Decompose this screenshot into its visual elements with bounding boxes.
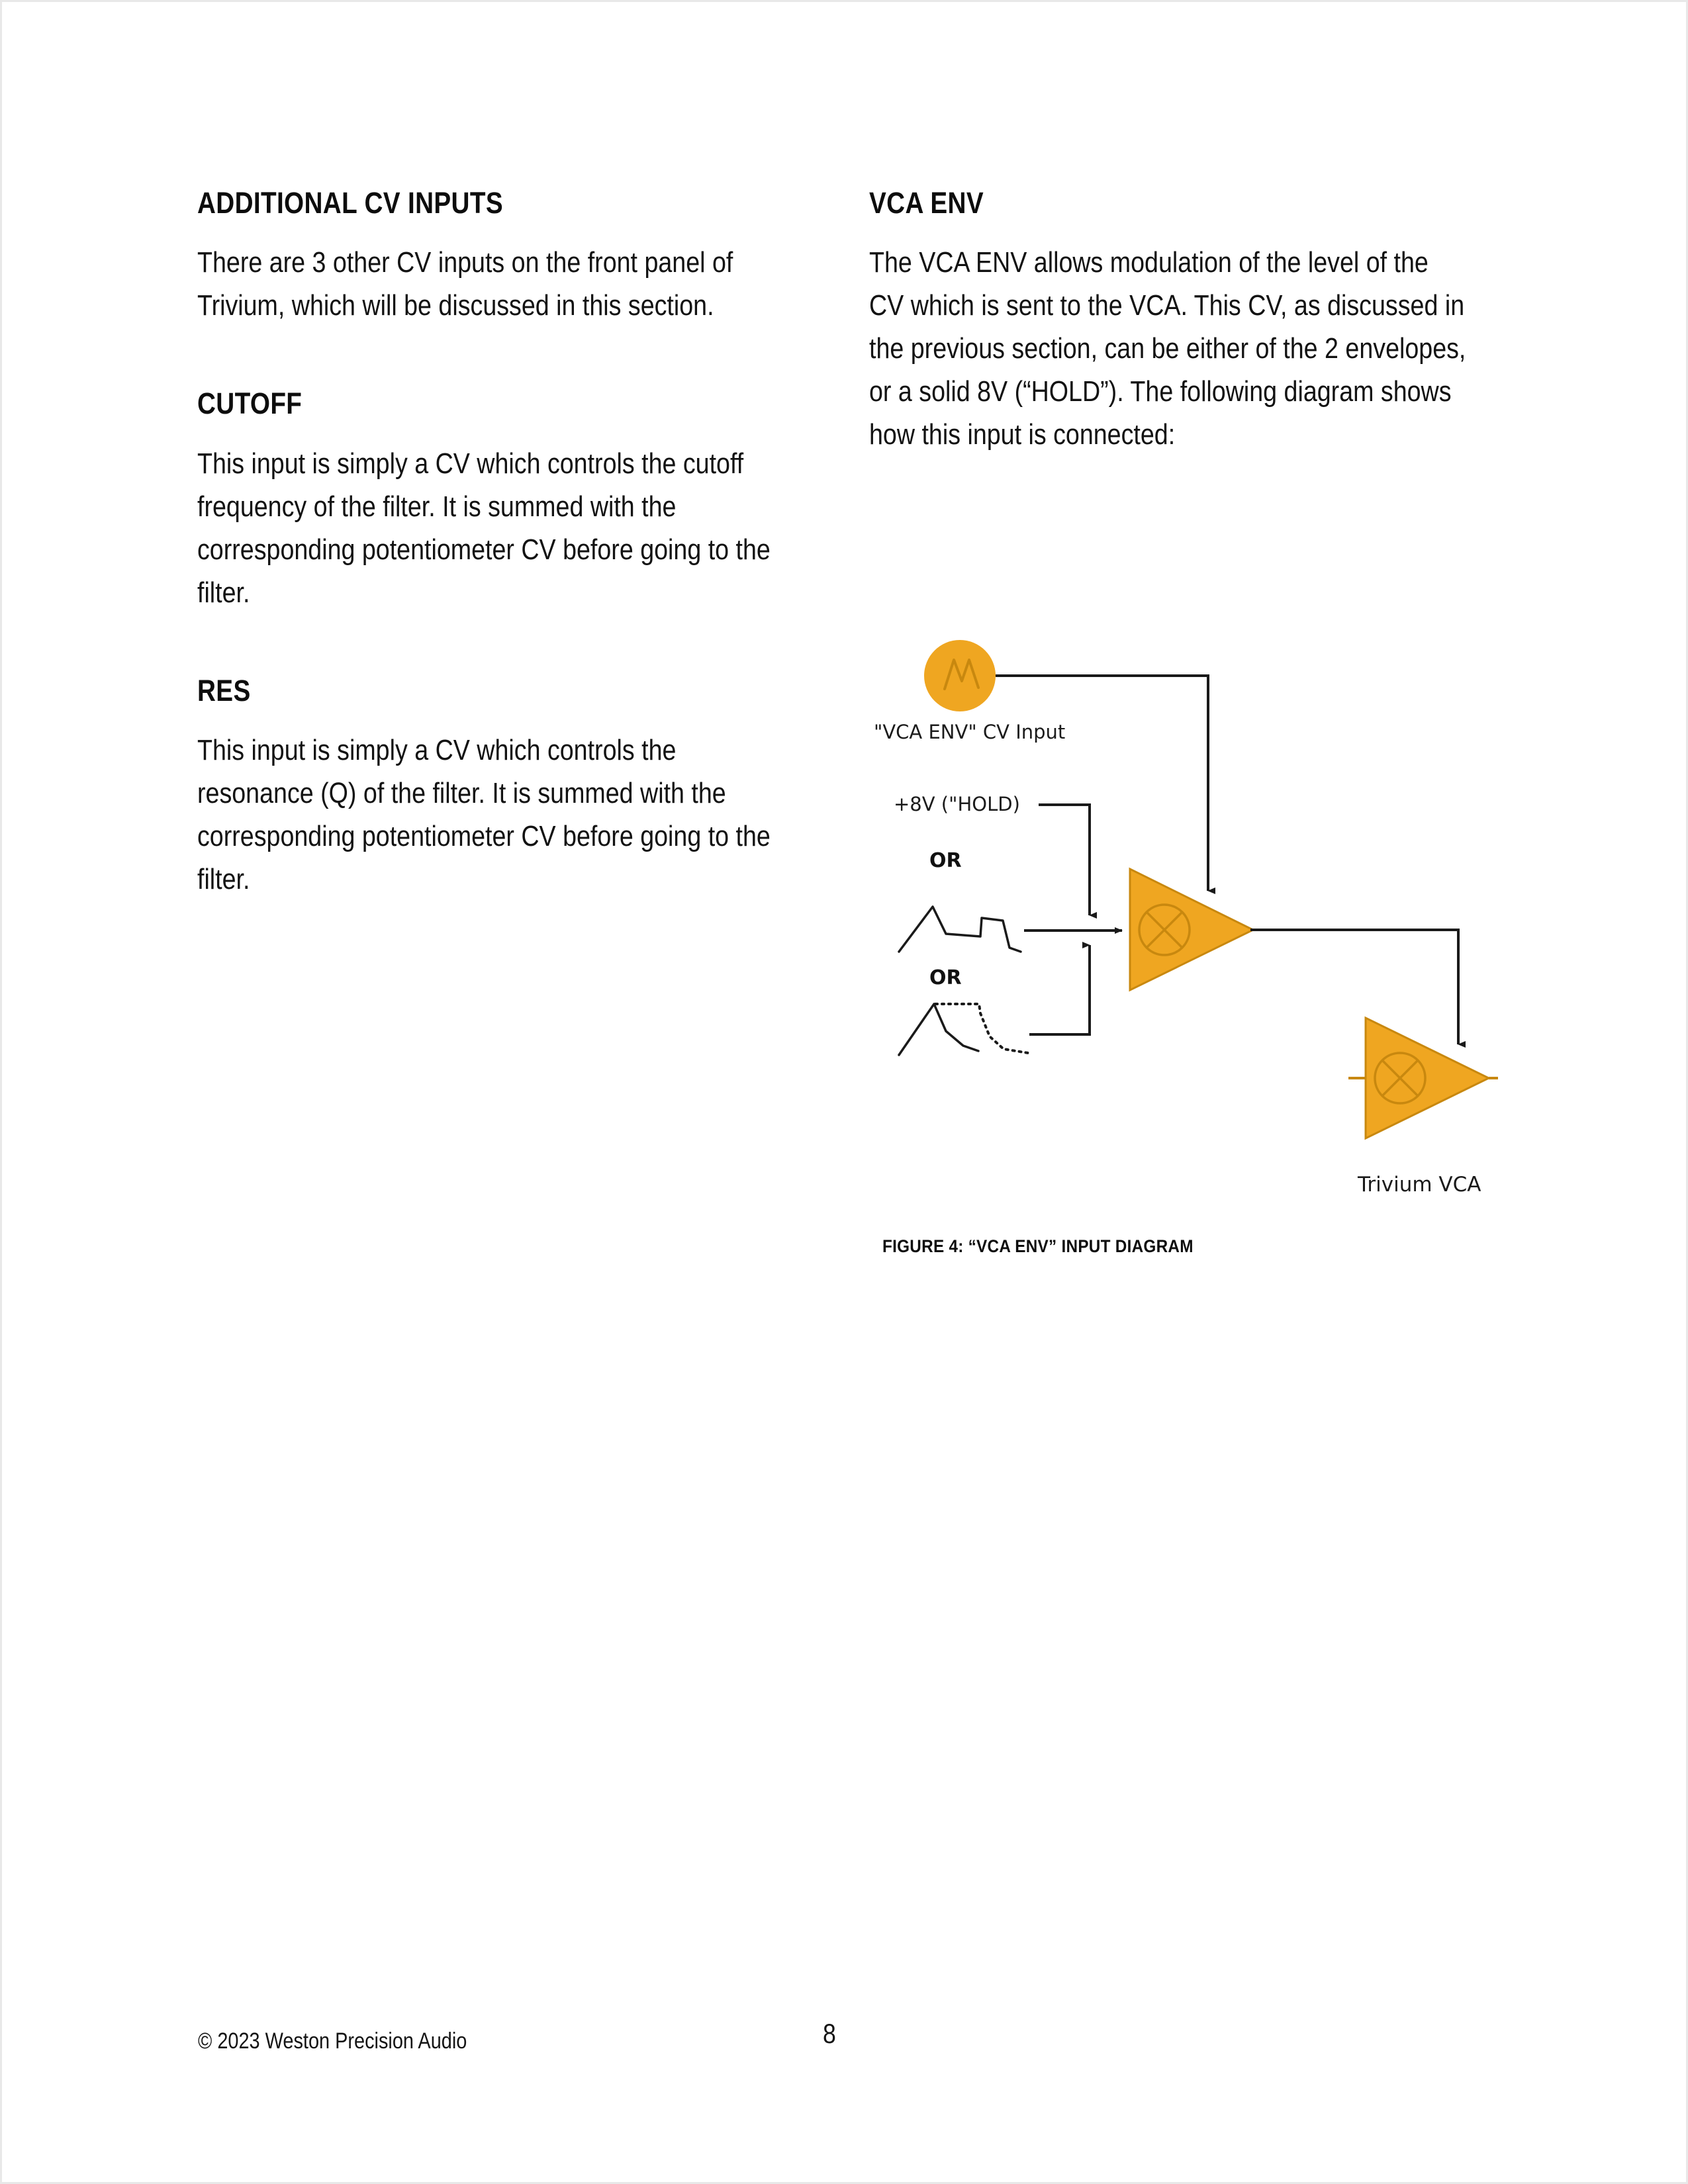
wire-jack-to-vca (996, 676, 1208, 891)
wire-envelope2-to-sum (1029, 945, 1090, 1034)
left-column (197, 187, 796, 901)
trivium-vca-label: Trivium VCA (1358, 1173, 1481, 1197)
spacer (197, 327, 796, 388)
cv-input-jack-icon (924, 640, 996, 711)
vca-env-modulator-symbol (1130, 869, 1253, 990)
footer-copyright: © 2023 Weston Precision Audio (198, 2028, 467, 2054)
paragraph-res: This input is simply a CV which controls the resonance (Q) of the filter. It is summed with the corresponding potentiometer CV before going to the filter. (197, 733, 771, 895)
trivium-vca-symbol (1348, 1018, 1498, 1138)
paragraph-vca-env: The VCA ENV allows modulation of the level of the CV which is sent to the VCA. This CV, as discussed in the previous section, can be either of the 2 envelopes, or a solid 8V (“HOLD”). The following diagram shows how this input is connected: (869, 246, 1466, 451)
or-label-2: OR (929, 966, 962, 989)
ad-envelope-dotted-icon (935, 1004, 1028, 1053)
adsr-envelope-icon (899, 907, 1021, 952)
wire-hold (1039, 805, 1090, 915)
page-number: 8 (823, 2018, 836, 2049)
right-column (869, 187, 1468, 456)
paragraph-additional-cv-inputs: There are 3 other CV inputs on the front panel of Trivium, which will be discussed in this section. (197, 246, 733, 322)
heading-additional-cv-inputs: ADDITIONAL CV INPUTS (197, 186, 503, 220)
spacer (197, 614, 796, 675)
vca-env-input-diagram (863, 614, 1498, 1250)
paragraph-cutoff: This input is simply a CV which controls the cutoff frequency of the filter. It is summed with the corresponding potentiometer CV before going to the filter. (197, 447, 771, 609)
wire-vca-to-trivium (1250, 930, 1458, 1044)
heading-vca-env: VCA ENV (869, 186, 984, 220)
heading-res: RES (197, 673, 251, 707)
or-label-1: OR (929, 849, 962, 872)
jack-label: "VCA ENV" CV Input (874, 721, 1066, 743)
figure-caption: FIGURE 4: “VCA ENV” INPUT DIAGRAM (882, 1236, 1194, 1256)
hold-label: +8V ("HOLD) (894, 793, 1020, 815)
heading-cutoff: CUTOFF (197, 387, 303, 421)
ad-envelope-icon (899, 1004, 978, 1055)
